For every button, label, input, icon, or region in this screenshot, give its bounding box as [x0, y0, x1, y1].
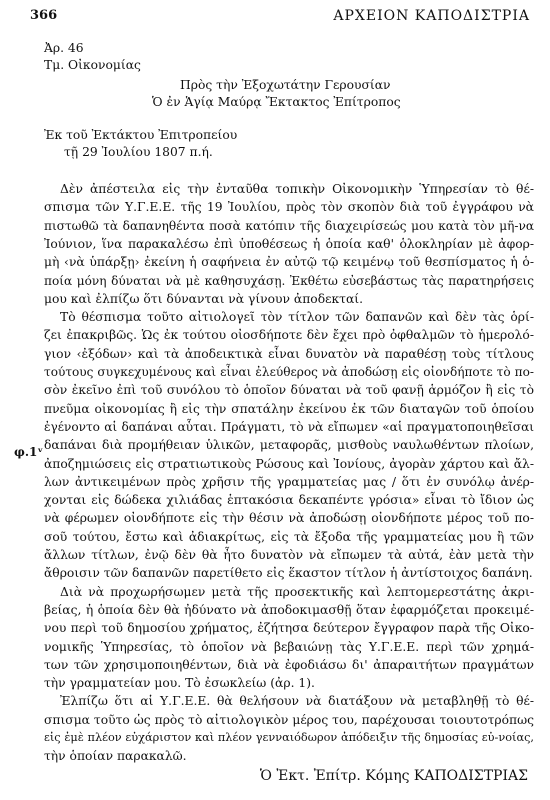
body-line: Τὸ θέσπισμα τοῦτο αἰτιολογεῖ τὸν τίτλον τῶν δαπανῶν καὶ δὲν τὰς ὁρί-: [60, 310, 534, 325]
body-line: εἰς ἐμὲ πλέον εὐχάριστον καὶ πλέον γενναιόδωρον ἀπόδειξιν τῆς δημοσίας εὐ-νοίας,: [44, 731, 534, 744]
body-line: ἄλλων τίτλων, ἐνῷ δὲν θὰ ἦτο δυνατὸν νὰ εἴπωμεν τὰ αὐτά, ἐὰν μετὰ τὴν: [44, 548, 534, 562]
page-number: 366: [30, 8, 58, 23]
body-line: ἀποζημιώσεις εἰς στρατιωτικοὺς Ρώσους καὶ Ἰονίους, ἀγορὰν χάρτου καὶ ἄλ-: [44, 456, 534, 471]
body-line: νομικῆς Ὑπηρεσίας, τὸ ὁποῖον νὰ βεβαιώνῃ τὰς Υ.Γ.Ε.Ε. περὶ τῶν χρημά-: [44, 639, 534, 654]
department-label: Τμ. Οἰκονομίας: [44, 58, 141, 72]
body-line: Δὲν ἀπέστειλα εἰς τὴν ἐνταῦθα τοπικὴν Οἰκονομικὴν Ὑπηρεσίαν τὸ θέ-: [60, 182, 534, 196]
body-line: λων ἀντικειμένων πρὸς χρῆσιν τῆς γραμματείας μας / ὅτι ἐν συνόλῳ ἀνέρ-: [44, 474, 534, 489]
body-line: μου καὶ ἐλπίζω ὅτι δύνανται νὰ γίνουν ἀποδεκταί.: [44, 291, 363, 306]
body-line: σπισμα τῶν Υ.Γ.Ε.Ε. τῆς 19 Ἰουλίου, πρὸς τὸν σκοπὸν διὰ τοῦ ἐγγράφου νὰ: [44, 200, 534, 215]
body-line: τὴν ὁποίαν παρακαλῶ.: [44, 749, 187, 764]
body-line: νὰ φέρωμεν οἰονδήποτε εἰς τὴν θέσιν νὰ ἀποδώσῃ οἰονδήποτε μέρος τοῦ πο-: [44, 511, 534, 526]
body-line: Ἐλπίζω ὅτι αἱ Υ.Γ.Ε.Ε. θὰ θελήσουν νὰ διατάξουν νὰ μεταβληθῇ τὸ θέ-: [60, 694, 534, 709]
body-line: δαπάναι διὰ προμήθειαν ὑλικῶν, μεταφορᾶς, μισθοὺς ναυλωθέντων πλοίων,: [44, 438, 534, 453]
body-line: μὴ ‹νὰ ὑπάρξῃ› ἐκείνη ἡ σαφήνεια ἐν αὐτῷ τῷ κειμένῳ τοῦ θεσπίσματος ἡ ὁ-: [44, 255, 534, 270]
body-line: ἄθροισιν τῶν δαπανῶν παρετίθετο εἰς ἕκαστον τίτλον ἡ ἀντίστοιχος δαπάνη.: [44, 566, 533, 581]
body-line: βείας, ἡ ὁποία δὲν θὰ ἠδύνατο νὰ ἀποδοκιμασθῇ ὅταν ἐφαρμόζεται προκειμέ-: [44, 602, 534, 617]
body-line: Ἰούνιον, ἵνα παρακαλέσω ἐπὶ ὑποθέσεως ἡ ὁποία καθ' ὁλοκληρίαν μὲ ἀφορ-: [44, 236, 534, 251]
body-line: σὸν ἐκεῖνο ἐπὶ τοῦ συνόλου τὸ ὁποῖον δύναται νὰ τοῦ φανῇ ἁρμόζον ἢ εἰς τὸ: [44, 383, 534, 398]
addressee-line: Πρὸς τὴν Ἐξοχωτάτην Γερουσίαν: [180, 78, 391, 92]
body-line: ἐγένοντο αἱ δαπάναι αὗται. Πράγματι, τὸ νὰ εἴπωμεν «αἱ πραγματοποιηθεῖσαι: [44, 419, 534, 434]
body-line: ζει ἐπακριβῶς. Ὡς ἐκ τούτου οἰοσδήποτε δὲν ἔχει πρὸ ὀφθαλμῶν τὸ ἡμερολό-: [44, 328, 534, 343]
body-line: γιον ‹ἐξόδων› καὶ τὰ ἀποδεικτικὰ εἶναι δυνατὸν νὰ παραθέσῃ τοὺς τίτλους: [44, 346, 534, 361]
running-title: ΑΡΧΕΙΟΝ ΚΑΠΟΔΙΣΤΡΙΑ: [333, 8, 530, 24]
body-line: σοῦ τούτου, ἔστω καὶ ἀδιακρίτως, εἰς τὰ ἔξοδα τῆς γραμματείας μου ἢ τῶν: [44, 529, 534, 544]
signature: Ὁ Ἐκτ. Ἐπίτρ. Κόμης ΚΑΠΟΔΙΣΤΡΙΑΣ: [259, 768, 528, 784]
addressee-line: Ὁ ἐν Ἁγίᾳ Μαύρᾳ Ἔκτακτος Ἐπίτροπος: [152, 95, 401, 109]
body-line: σπισμα τοῦτο ὡς πρὸς τὸ αἰτιολογικὸν μέρος του, παρέχουσαι τοιουτοτρόπως: [44, 712, 534, 727]
body-line: των τῶν χρησιμοποιηθέντων, διὰ νὰ ἐφοδιάσω δι' ἀπαραιτήτων πραγμάτων: [44, 657, 534, 672]
body-line: Διὰ νὰ προχωρήσωμεν μετὰ τῆς προσεκτικῆς καὶ λεπτομερεστάτης ἀκρι-: [60, 584, 534, 599]
margin-folio-note: φ.1ᵛ: [14, 445, 44, 459]
origin-line: τῇ 29 Ἰουλίου 1807 π.ή.: [64, 145, 213, 159]
document-number: Ἀρ. 46: [44, 41, 84, 55]
origin-line: Ἐκ τοῦ Ἐκτάκτου Ἐπιτροπείου: [44, 128, 238, 142]
body-line: τὴν γραμματείαν μου. Τὸ ἐσωκλείω (ἀρ. 1).: [44, 676, 315, 691]
body-line: τούτους συγκεχυμένους καὶ εἶναι ἐλεύθερος νὰ ἀποδώσῃ εἰς οἰονδήποτε τὸ πο-: [44, 365, 534, 379]
body-line: πιστωθῶ τὰ δαπανηθέντα ποσὰ κατόπιν τῆς διαχειρίσεώς μου κατὰ τὸν μῆ-να: [44, 218, 534, 233]
body-line: χονται εἰς δώδεκα χιλιάδας ἑπτακόσια δεκαπέντε γρόσια» εἶναι τὸ ἴδιον ὡς: [44, 493, 534, 508]
page-header: [30, 6, 530, 30]
body-line: πνεῦμα οἰκονομίας ἢ εἰς τὴν σπατάλην ἐκείνου ἐκ τῶν διαταγῶν τοῦ ὁποίου: [44, 401, 534, 416]
body-line: νου περὶ τοῦ δημοσίου χρήματος, ἐζήτησα δεύτερον ἔγγραφον παρὰ τῆς Οἰκο-: [44, 621, 534, 636]
body-line: ποία μόνη δύναται νὰ μὲ καθησυχάσῃ. Ἐκθέτω εὐσεβάστως τὰς παρατηρήσεις: [44, 273, 534, 288]
